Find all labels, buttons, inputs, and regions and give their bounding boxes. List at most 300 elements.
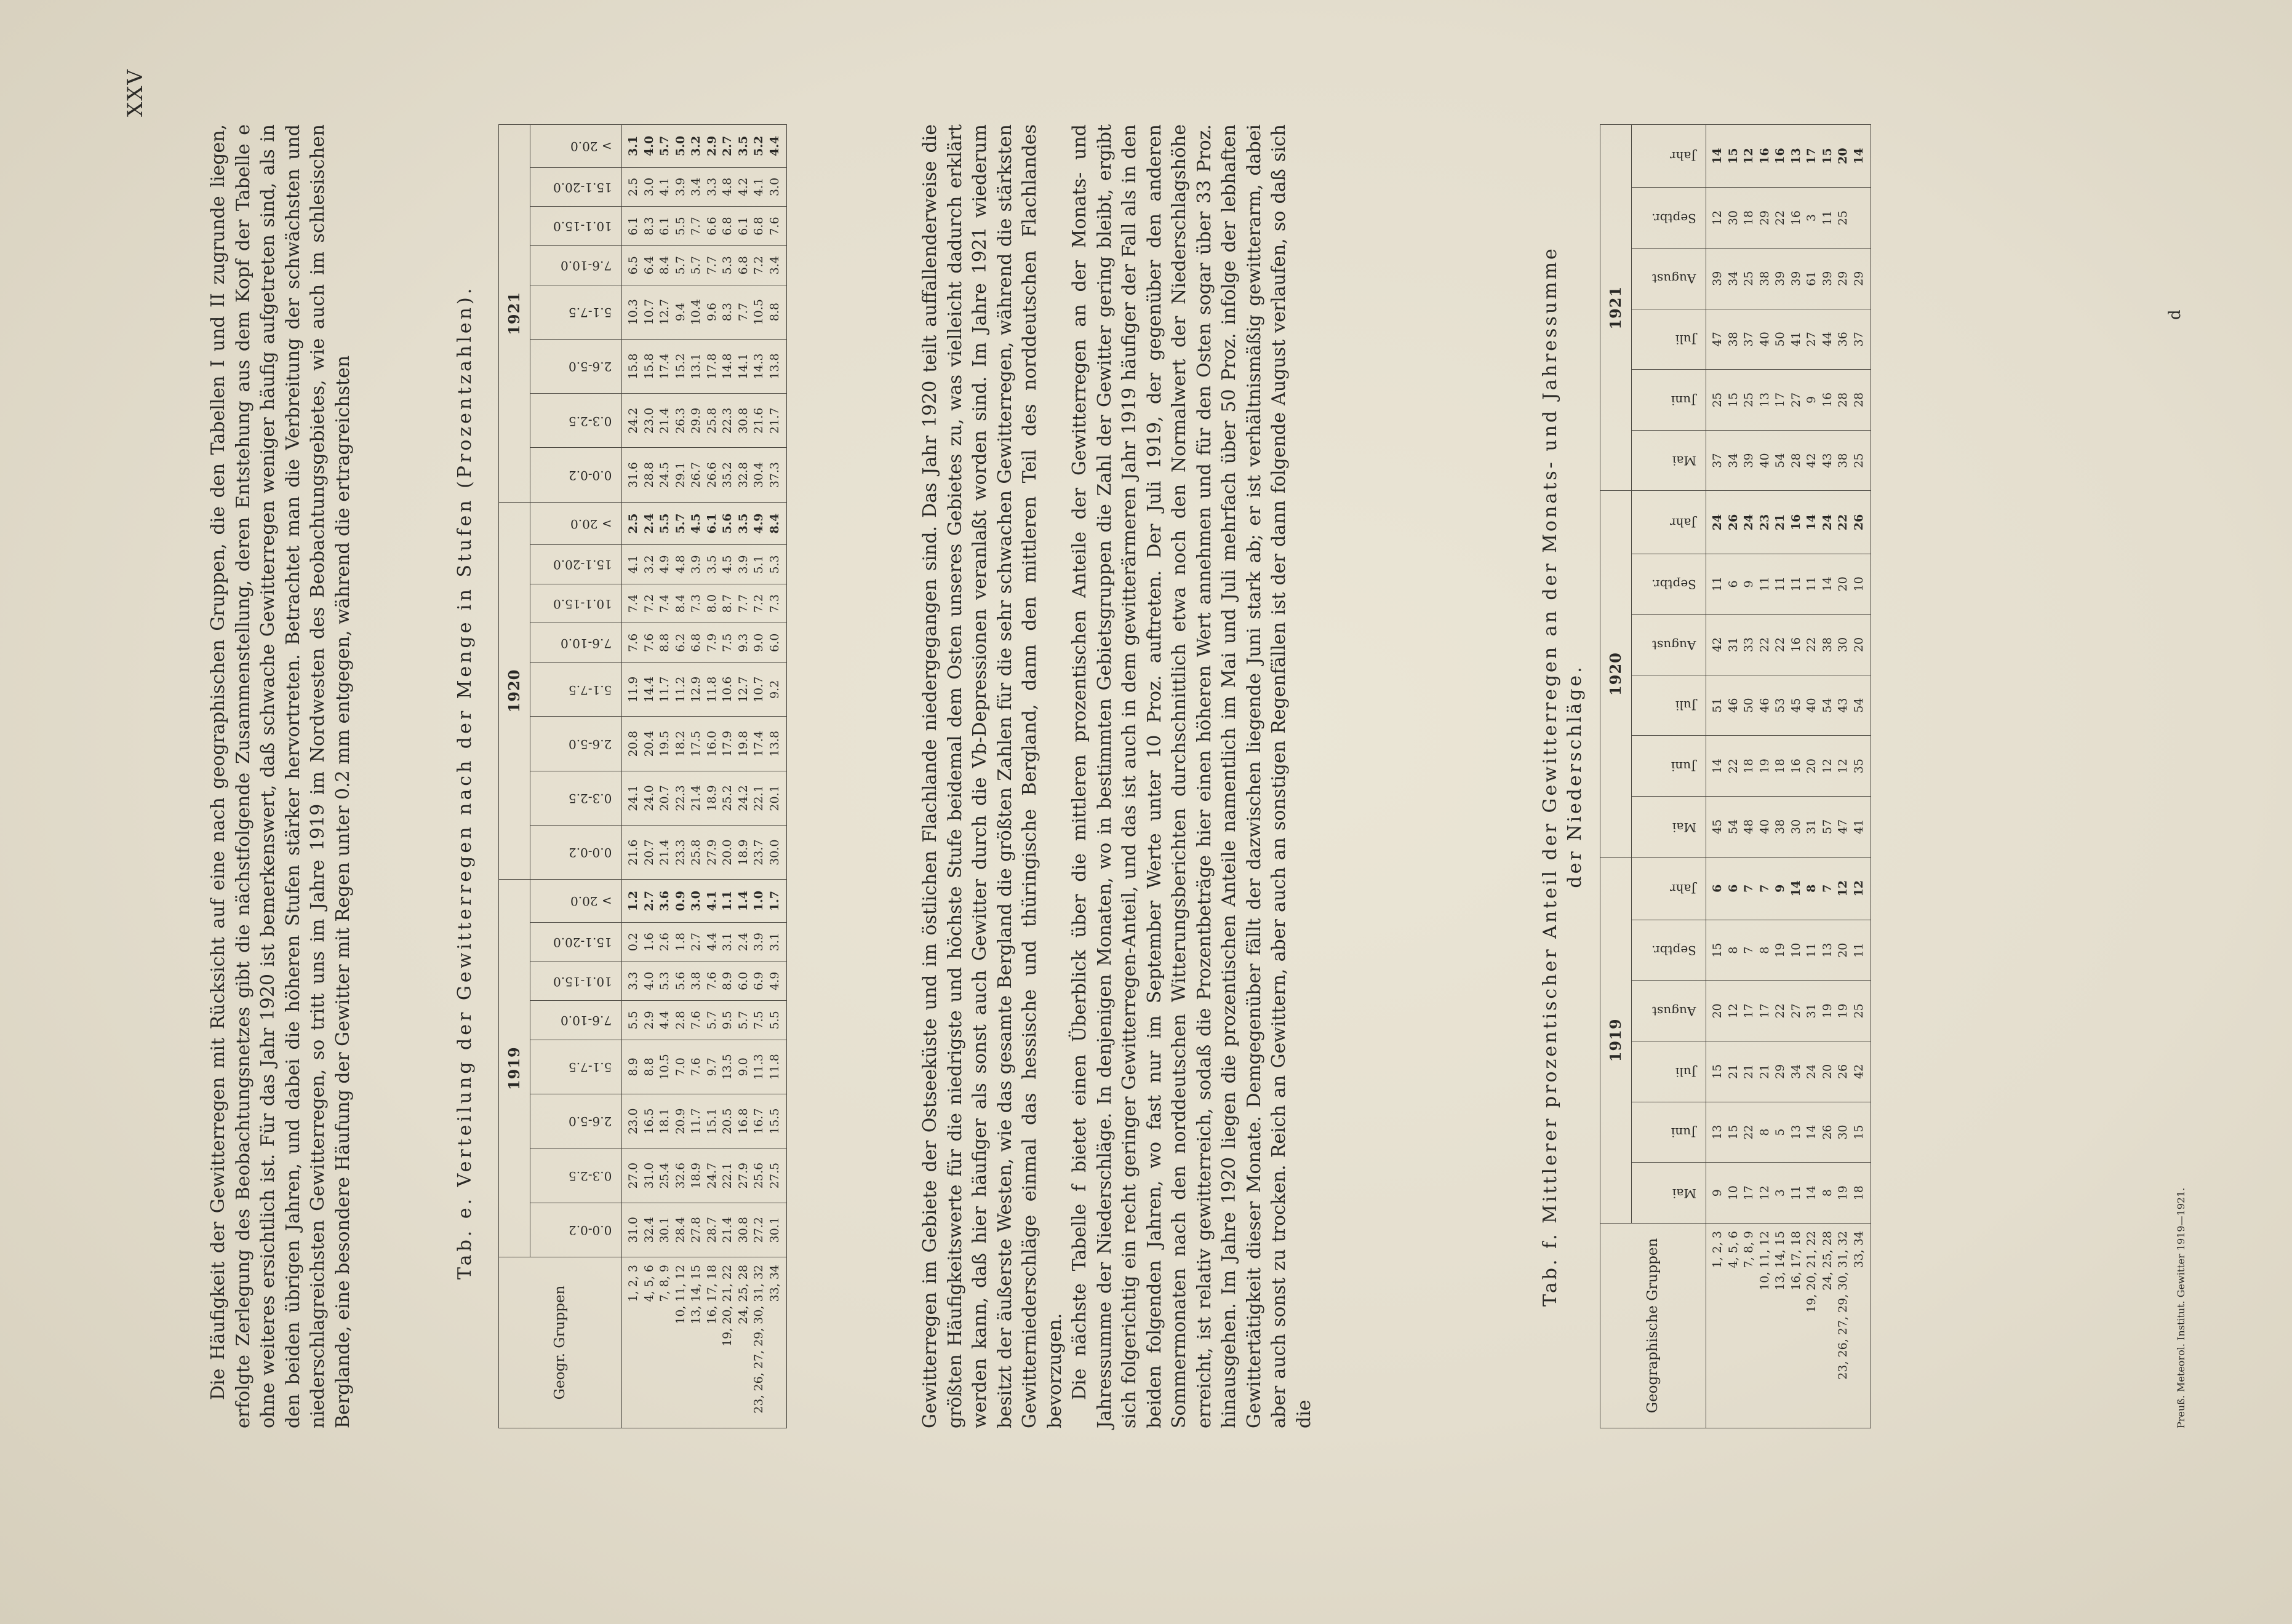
table-e-cell: 3.5 xyxy=(736,135,750,156)
table-f-month-label: Jahr xyxy=(1670,515,1696,530)
table-f-value-column xyxy=(1706,857,1871,920)
table-e-cell: 5.3 xyxy=(658,971,671,990)
table-f-cell: 15 xyxy=(1820,148,1834,164)
table-e-cell: 18.1 xyxy=(658,1108,671,1134)
table-e-cell: 7.6 xyxy=(767,217,781,236)
table-e-cell: 17.4 xyxy=(658,353,671,380)
table-f-cell: 14 xyxy=(1711,758,1724,774)
table-f-cell: 13 xyxy=(1711,1124,1724,1140)
table-e-cell: 4.5 xyxy=(689,513,703,534)
middle-paragraph-1: Gewitterregen im Gebiete der Ostseeküste und im östlichen Flachlande niedergegangen sind. Das Jahr 1920 teilt auffallenderweise die größten Häufigkeitswerte für die niedrigste und höchste Stufe beidemal dem Osten unseres Gebietes zu, was vielleicht dadurch erklärt werden kann, daß hier häufiger als sonst auch Gewitter durch die Vb-Depressionen veranlaßt worden sind. Im Jahre 1921 wiederum besitzt der äußerste Westen, wie das gesamte Bergland die größten Zahlen für die sehr schwachen Gewitterregen, während die stärksten Gewitterniederschläge einmal das hessische und thüringische Bergland, dann den mittleren Teil des norddeutschen Flachlandes bevorzugen. xyxy=(919,124,1066,1428)
table-e-cell: 11.8 xyxy=(705,676,719,703)
table-e-cell: 17.8 xyxy=(705,353,719,380)
table-f-cell: 43 xyxy=(1820,453,1834,468)
table-e-cell: 9.6 xyxy=(705,303,719,322)
table-f-cell: 40 xyxy=(1757,453,1771,468)
table-e-cell: 20.7 xyxy=(642,839,656,866)
table-e-cell: 32.4 xyxy=(642,1217,656,1243)
table-e-group-label: 7, 8, 9 xyxy=(658,1265,671,1302)
table-e-cell: 8.3 xyxy=(721,303,734,322)
table-e-cell: 5.7 xyxy=(658,135,671,156)
table-e-cell: 6.4 xyxy=(642,256,656,275)
table-f-cell xyxy=(1851,188,1867,248)
table-f-cell: 27 xyxy=(1805,332,1818,347)
table-f-cell: 51 xyxy=(1711,698,1724,713)
table-e-group-label: 23, 26, 27, 29, 30, 31, 32 xyxy=(752,1265,765,1414)
table-f-cell: 20 xyxy=(1836,942,1850,958)
table-e-cell: 12.9 xyxy=(689,676,703,703)
table-e-bin-header xyxy=(530,285,622,339)
table-f-month-label: Juli xyxy=(1675,332,1696,348)
table-f-cell: 29 xyxy=(1773,1064,1787,1080)
table-f-cell: 16 xyxy=(1773,148,1787,164)
table-f-cell: 47 xyxy=(1836,819,1850,834)
table-f-cell: 39 xyxy=(1789,271,1803,286)
table-f-cell: 6 xyxy=(1726,580,1740,588)
middle-paragraphs xyxy=(918,124,1317,1428)
table-f-cell: 29 xyxy=(1836,271,1850,286)
table-e-cell: 8.4 xyxy=(658,256,671,275)
table-f-cell: 26 xyxy=(1851,514,1866,531)
table-f-cell: 8 xyxy=(1726,946,1740,954)
table-e-cell: 32.8 xyxy=(736,461,750,488)
table-e-cell: 29.9 xyxy=(689,407,703,434)
table-e-cell: 9.3 xyxy=(736,633,750,652)
table-e-value-column xyxy=(622,663,787,717)
table-f-year-1919: 1919 xyxy=(1600,857,1632,1223)
table-e-group-label: 16, 17, 18 xyxy=(705,1265,719,1324)
table-f-cell: 37 xyxy=(1851,332,1866,347)
table-e-group-labels xyxy=(622,1257,787,1428)
table-f-cell: 20 xyxy=(1851,637,1866,653)
table-f-cell: 6 xyxy=(1711,884,1724,893)
table-e-cell: 24.2 xyxy=(626,407,640,434)
table-f-cell: 53 xyxy=(1773,698,1787,713)
table-f-cell: 38 xyxy=(1757,271,1771,286)
table-e-cell: 30.1 xyxy=(658,1217,671,1243)
intro-paragraph xyxy=(206,124,356,1428)
table-e-cell: 5.7 xyxy=(736,1011,750,1030)
table-f-cell: 3 xyxy=(1773,1189,1787,1197)
table-e-cell: 5.3 xyxy=(767,555,781,574)
table-e-cell: 1.1 xyxy=(721,891,734,912)
table-f-cell: 7 xyxy=(1742,946,1755,954)
table-e-cell: 25.2 xyxy=(721,785,734,811)
table-e-cell: 17.9 xyxy=(721,730,734,757)
table-e-cell: 24.7 xyxy=(705,1162,719,1189)
table-e-cell: 3.8 xyxy=(689,971,703,990)
table-e-value-column xyxy=(622,1040,787,1094)
table-f-value-column xyxy=(1706,797,1871,858)
table-e-group-header: Geogr. Gruppen xyxy=(499,1257,622,1428)
table-f-cell: 31 xyxy=(1726,637,1740,653)
table-e-bin-header xyxy=(530,339,622,393)
table-e-cell: 4.5 xyxy=(721,555,734,574)
table-e-cell: 6.9 xyxy=(752,971,765,990)
table-e-cell: 3.1 xyxy=(721,933,734,952)
table-e-bin-label: 0.3-2.5 xyxy=(569,413,612,429)
table-f-month-header xyxy=(1632,491,1706,554)
table-e-cell: 14.4 xyxy=(642,676,656,703)
table-e-cell: 10.5 xyxy=(752,299,765,325)
table-f-cell: 14 xyxy=(1820,576,1834,592)
table-f-cell: 36 xyxy=(1836,332,1850,347)
table-e-bin-label: 2.6-5.0 xyxy=(569,359,612,375)
table-f-cell: 6 xyxy=(1726,884,1740,893)
table-e xyxy=(498,124,787,1428)
table-e-cell: 10.6 xyxy=(721,676,734,703)
table-e-bin-label: 5.1-7.5 xyxy=(569,304,612,320)
table-e-cell: 4.1 xyxy=(658,177,671,197)
table-f-month-label: Mai xyxy=(1672,453,1696,469)
table-e-bin-label: 0.3-2.5 xyxy=(569,791,612,806)
table-e-cell: 26.7 xyxy=(689,461,703,488)
table-e-cell: 7.4 xyxy=(626,594,640,613)
table-e-group-label: 1, 2, 3 xyxy=(626,1265,640,1302)
table-e-cell: 1.6 xyxy=(642,933,656,952)
table-f-caption-line-2: der Niederschläge. xyxy=(1564,664,1586,888)
table-e-cell: 5.5 xyxy=(626,1011,640,1030)
table-e-cell: 2.5 xyxy=(626,513,640,534)
table-f-cell: 30 xyxy=(1789,819,1803,834)
table-e-cell: 9.0 xyxy=(736,1057,750,1077)
table-e-bin-header xyxy=(530,1148,622,1203)
table-f-group-label: 10, 11, 12 xyxy=(1757,1231,1771,1291)
table-f-cell: 22 xyxy=(1836,514,1850,531)
table-f-value-column xyxy=(1706,736,1871,797)
table-e-cell: 3.9 xyxy=(736,555,750,574)
table-e-cell: 20.1 xyxy=(767,785,781,811)
table-e-cell: 16.0 xyxy=(705,730,719,757)
table-e-cell: 7.7 xyxy=(689,217,703,236)
table-f-cell: 45 xyxy=(1789,698,1803,713)
table-f-cell: 16 xyxy=(1789,758,1803,774)
table-f-cell: 33 xyxy=(1742,637,1755,653)
table-f-value-column xyxy=(1706,554,1871,615)
table-e-value-column xyxy=(622,922,787,961)
table-e-cell: 4.4 xyxy=(767,135,781,156)
table-e-cell: 5.7 xyxy=(689,256,703,275)
table-e-cell: 22.1 xyxy=(721,1162,734,1189)
table-f-cell: 12 xyxy=(1742,148,1755,164)
page-number: XXV xyxy=(123,68,148,117)
table-f-cell: 39 xyxy=(1742,453,1755,468)
table-f-year-1921: 1921 xyxy=(1600,125,1632,491)
table-e-bin-label: 15.1-20.0 xyxy=(553,934,612,950)
table-e-cell: 28.4 xyxy=(673,1217,687,1243)
table-f-cell: 43 xyxy=(1836,698,1850,713)
table-e-cell: 30.8 xyxy=(736,1217,750,1243)
table-f-month-header xyxy=(1632,1041,1706,1102)
table-e-cell: 5.7 xyxy=(673,513,687,534)
table-e-cell: 13.5 xyxy=(721,1054,734,1080)
table-e-cell: 1.2 xyxy=(626,891,640,912)
table-e-cell: 0.9 xyxy=(673,891,687,912)
table-e-cell: 21.4 xyxy=(658,407,671,434)
table-f-value-column xyxy=(1706,430,1871,491)
table-f-group-label: 24, 25, 28 xyxy=(1820,1231,1834,1291)
table-f-cell: 40 xyxy=(1805,698,1818,713)
table-e-cell: 32.6 xyxy=(673,1162,687,1189)
table-f-cell: 31 xyxy=(1805,1003,1818,1019)
table-f-cell: 39 xyxy=(1773,271,1787,286)
table-e-cell: 7.5 xyxy=(721,633,734,652)
table-e-cell: 27.9 xyxy=(705,839,719,866)
table-f-value-column xyxy=(1706,309,1871,370)
table-f-cell: 28 xyxy=(1789,453,1803,468)
table-f-cell: 9 xyxy=(1711,1189,1724,1197)
table-e-cell: 6.1 xyxy=(736,217,750,236)
table-e-cell: 21.6 xyxy=(626,839,640,866)
table-e-cell: 13.8 xyxy=(767,353,781,380)
table-f-group-labels xyxy=(1706,1224,1871,1428)
table-e-cell: 8.0 xyxy=(705,594,719,613)
table-e-cell: 9.4 xyxy=(673,303,687,322)
table-e-cell: 11.2 xyxy=(673,676,687,703)
table-f-cell: 11 xyxy=(1711,576,1724,592)
table-f-group-label: 23, 26, 27, 29, 30, 31, 32 xyxy=(1836,1231,1850,1380)
table-e-cell: 2.6 xyxy=(658,933,671,952)
table-e-cell: 14.3 xyxy=(752,353,765,380)
table-f-cell: 22 xyxy=(1757,637,1771,653)
table-e-cell: 8.3 xyxy=(642,217,656,236)
table-e-cell: 5.5 xyxy=(673,217,687,236)
table-f-cell: 22 xyxy=(1773,1003,1787,1019)
table-f-cell: 39 xyxy=(1711,271,1724,286)
table-f-cell: 50 xyxy=(1742,698,1755,713)
table-f-cell: 35 xyxy=(1851,758,1866,774)
table-e-cell: 15.1 xyxy=(705,1108,719,1134)
table-e-bin-header xyxy=(530,1094,622,1148)
table-e-cell: 3.2 xyxy=(642,555,656,574)
table-e-cell: 6.1 xyxy=(626,217,640,236)
table-e-cell: 30.1 xyxy=(767,1217,781,1243)
table-f-cell: 7 xyxy=(1742,884,1755,893)
table-f-cell: 17 xyxy=(1742,1185,1755,1201)
table-f-value-column xyxy=(1706,188,1871,249)
table-f-cell: 16 xyxy=(1757,148,1771,164)
table-e-cell: 2.4 xyxy=(642,513,656,534)
table-e-bin-header xyxy=(530,167,622,207)
table-e-cell: 7.5 xyxy=(752,1011,765,1030)
table-f-cell: 54 xyxy=(1773,453,1787,468)
table-e-cell: 3.3 xyxy=(626,971,640,990)
table-f-grid xyxy=(1600,124,1871,1428)
table-f-cell: 44 xyxy=(1820,332,1834,347)
table-e-cell: 23.3 xyxy=(673,839,687,866)
table-f-cell: 8 xyxy=(1805,884,1818,893)
table-e-bin-label: 15.1-20.0 xyxy=(553,557,612,573)
footer-publisher: Preuß. Meteorol. Institut. Gewitter 1919—1921. xyxy=(2175,1187,2187,1428)
table-e-value-column xyxy=(622,584,787,623)
table-f-month-label: Jahr xyxy=(1670,149,1696,164)
table-e-cell: 14.8 xyxy=(721,353,734,380)
table-e-cell: 10.7 xyxy=(642,299,656,325)
table-f-cell: 14 xyxy=(1805,1185,1818,1201)
table-e-year-1919: 1919 xyxy=(499,880,530,1257)
table-f-cell: 9 xyxy=(1742,580,1755,588)
table-f-month-label: Jahr xyxy=(1670,882,1696,897)
table-f-cell: 8 xyxy=(1757,946,1771,954)
table-e-cell: 30.8 xyxy=(736,407,750,434)
table-e-cell: 18.9 xyxy=(705,785,719,811)
table-e-cell: 18.2 xyxy=(673,730,687,757)
table-f-cell: 38 xyxy=(1836,453,1850,468)
table-e-cell: 27.0 xyxy=(626,1162,640,1189)
table-f-cell: 34 xyxy=(1726,453,1740,468)
table-f-cell: 15 xyxy=(1726,392,1740,408)
table-e-cell: 24.1 xyxy=(626,785,640,811)
table-e-cell: 1.4 xyxy=(736,891,750,912)
table-e-group-label: 4, 5, 6 xyxy=(642,1265,656,1302)
table-e-cell: 1.8 xyxy=(673,933,687,952)
table-f-cell: 41 xyxy=(1851,819,1866,834)
table-e-bin-header xyxy=(530,922,622,961)
table-e-cell: 4.0 xyxy=(642,971,656,990)
table-f-cell: 15 xyxy=(1726,148,1740,164)
table-f-cell: 20 xyxy=(1836,148,1850,164)
table-e-cell: 4.1 xyxy=(752,177,765,197)
table-f-cell: 8 xyxy=(1820,1189,1834,1197)
table-e-value-column xyxy=(622,545,787,584)
table-e-cell: 7.6 xyxy=(689,1011,703,1030)
table-e-bin-header xyxy=(530,663,622,717)
table-f-cell: 22 xyxy=(1742,1124,1755,1140)
table-e-cell: 23.0 xyxy=(642,407,656,434)
table-e-cell: 5.2 xyxy=(752,135,765,156)
table-f-cell: 24 xyxy=(1711,514,1724,531)
table-e-cell: 7.6 xyxy=(642,633,656,652)
table-e-value-column xyxy=(622,826,787,880)
table-e-cell: 3.5 xyxy=(736,513,750,534)
table-f-cell: 11 xyxy=(1851,942,1866,958)
table-e-cell: 11.3 xyxy=(752,1054,765,1080)
table-f-cell: 25 xyxy=(1851,453,1866,468)
table-f-cell: 40 xyxy=(1757,819,1771,834)
table-f-cell: 11 xyxy=(1805,576,1818,592)
table-e-cell: 3.0 xyxy=(689,891,703,912)
table-f-cell: 50 xyxy=(1773,332,1787,347)
table-f-cell: 10 xyxy=(1789,942,1803,958)
table-f-cell: 23 xyxy=(1757,514,1771,531)
table-f-cell: 41 xyxy=(1789,332,1803,347)
table-f-cell: 8 xyxy=(1757,1128,1771,1136)
middle-paragraph-2: Die nächste Tabelle f bietet einen Überblick über die mittleren prozentischen Anteile der Gewitterregen an der Monats- und Jahressumme der Niederschläge. In denjenigen Monaten, wo in bestimmten Gebietsgruppen die Zahl der Gewitter gering bleibt, ergibt sich folgerichtig ein recht geringer Gewitterregen-Anteil, und das ist auch in dem gewitterärmeren Jahr 1919 häufiger der Fall als in den beiden folgenden Jahren, wo fast nur im September Werte unter 10 Proz. auftreten. Der Juli 1919, der gegenüber den anderen Sommermonaten nach den norddeutschen Witterungsberichten durchschnittlich etwa noch den Normalwert der Niederschlagshöhe erreicht, ist relativ gewitterreich, sodaß die Prozentbeträge hier einen höheren Wert annehmen und für den Osten sogar über 33 Proz. hinausgehen. Im Jahre 1920 liegen die prozentischen Anteile namentlich im Mai und Juli mehrfach über 50 Proz. infolge der lebhaften Gewittertätigkeit dieser Monate. Demgegenüber fällt der dazwischen liegende Juni stark ab; er ist verhältnismäßig gewitterarm, dabei aber auch sonst zu trocken. Reich an Gewittern, aber auch an sonstigen Regenfällen ist der dann folgende August verlaufen, so daß sich die xyxy=(1069,124,1315,1428)
table-f-cell: 46 xyxy=(1757,698,1771,713)
table-e-bin-label: 7.6-10.0 xyxy=(561,258,612,273)
table-e-cell: 18.9 xyxy=(689,1162,703,1189)
table-f-cell: 37 xyxy=(1711,453,1724,468)
table-e-cell: 3.3 xyxy=(705,177,719,197)
table-e-cell: 8.4 xyxy=(767,513,781,534)
table-e-cell: 8.8 xyxy=(642,1057,656,1077)
table-f-cell: 47 xyxy=(1711,332,1724,347)
table-f-cell: 42 xyxy=(1851,1064,1866,1080)
table-f-cell: 54 xyxy=(1726,819,1740,834)
table-e-bin-header xyxy=(530,880,622,922)
table-e-cell: 7.3 xyxy=(689,594,703,613)
table-e-bin-header xyxy=(530,125,622,168)
table-e-cell: 4.0 xyxy=(642,135,656,156)
table-e-cell: 2.8 xyxy=(673,1011,687,1030)
table-e-cell: 7.2 xyxy=(752,594,765,613)
table-f-cell: 18 xyxy=(1742,758,1755,774)
table-f-month-header xyxy=(1632,430,1706,491)
table-e-cell: 7.6 xyxy=(689,1057,703,1077)
table-f-cell: 22 xyxy=(1773,210,1787,226)
table-e-cell: 21.6 xyxy=(752,407,765,434)
table-e-bin-header xyxy=(530,1040,622,1094)
table-e-cell: 5.5 xyxy=(767,1011,781,1030)
table-e-cell: 3.0 xyxy=(767,177,781,197)
table-e-value-column xyxy=(622,448,787,502)
table-f-month-label: August xyxy=(1652,271,1696,287)
table-e-value-column xyxy=(622,1094,787,1148)
table-e-cell: 9.7 xyxy=(705,1057,719,1077)
table-e-caption: Tab. e. Verteilung der Gewitterregen nach der Menge in Stufen (Prozentzahlen). xyxy=(454,285,476,1280)
table-f-month-label: Juni xyxy=(1671,392,1696,408)
table-f-cell: 3 xyxy=(1805,214,1818,222)
table-e-cell: 2.5 xyxy=(626,177,640,197)
table-e-bin-label: 5.1-7.5 xyxy=(569,682,612,698)
table-f-cell: 15 xyxy=(1851,1124,1866,1140)
table-e-cell: 11.7 xyxy=(658,676,671,703)
table-e-bin-header xyxy=(530,771,622,825)
table-e-cell: 4.2 xyxy=(736,177,750,197)
table-e-cell: 3.9 xyxy=(689,555,703,574)
table-e-cell: 5.1 xyxy=(752,555,765,574)
table-f-cell: 9 xyxy=(1773,884,1787,893)
table-f-cell: 38 xyxy=(1820,637,1834,653)
table-f-cell: 13 xyxy=(1789,1124,1803,1140)
table-e-cell: 22.1 xyxy=(752,785,765,811)
table-e-bin-header xyxy=(530,207,622,246)
table-f-cell: 17 xyxy=(1742,1003,1755,1019)
table-f-caption-line-1: Tab. f. Mittlerer prozentischer Anteil der Gewitterregen an der Monats- und Jahressumme xyxy=(1539,246,1561,1307)
table-e-cell: 9.2 xyxy=(767,680,781,699)
table-e-cell: 6.0 xyxy=(736,971,750,990)
table-e-cell: 15.2 xyxy=(673,353,687,380)
table-e-cell: 29.1 xyxy=(673,461,687,488)
table-f-cell: 17 xyxy=(1757,1003,1771,1019)
table-f-cell: 12 xyxy=(1851,880,1866,897)
table-e-cell: 28.7 xyxy=(705,1217,719,1243)
table-e-cell: 5.5 xyxy=(658,513,671,534)
table-e-cell: 3.4 xyxy=(767,256,781,275)
table-e-cell: 22.3 xyxy=(721,407,734,434)
table-e-cell: 6.2 xyxy=(673,633,687,652)
table-f-month-header xyxy=(1632,857,1706,920)
table-f-month-label: August xyxy=(1652,1004,1696,1019)
table-e-cell: 1.0 xyxy=(752,891,765,912)
table-f-cell: 21 xyxy=(1726,1064,1740,1080)
table-e-value-column xyxy=(622,1148,787,1203)
table-e-cell: 7.6 xyxy=(626,633,640,652)
table-f-month-label: Juli xyxy=(1675,1064,1696,1080)
table-f-cell: 20 xyxy=(1711,1003,1724,1019)
table-f-cell: 30 xyxy=(1836,637,1850,653)
table-f-cell: 7 xyxy=(1757,884,1771,893)
table-e-bin-header-row xyxy=(530,125,622,1428)
table-f-value-column xyxy=(1706,248,1871,309)
table-e-value-column xyxy=(622,961,787,1001)
table-f-cell: 25 xyxy=(1742,271,1755,286)
table-e-value-column xyxy=(622,1203,787,1257)
table-e-cell: 10.5 xyxy=(658,1054,671,1080)
table-e-cell: 20.9 xyxy=(673,1108,687,1134)
table-e-value-column xyxy=(622,394,787,448)
table-e-cell: 17.4 xyxy=(752,730,765,757)
